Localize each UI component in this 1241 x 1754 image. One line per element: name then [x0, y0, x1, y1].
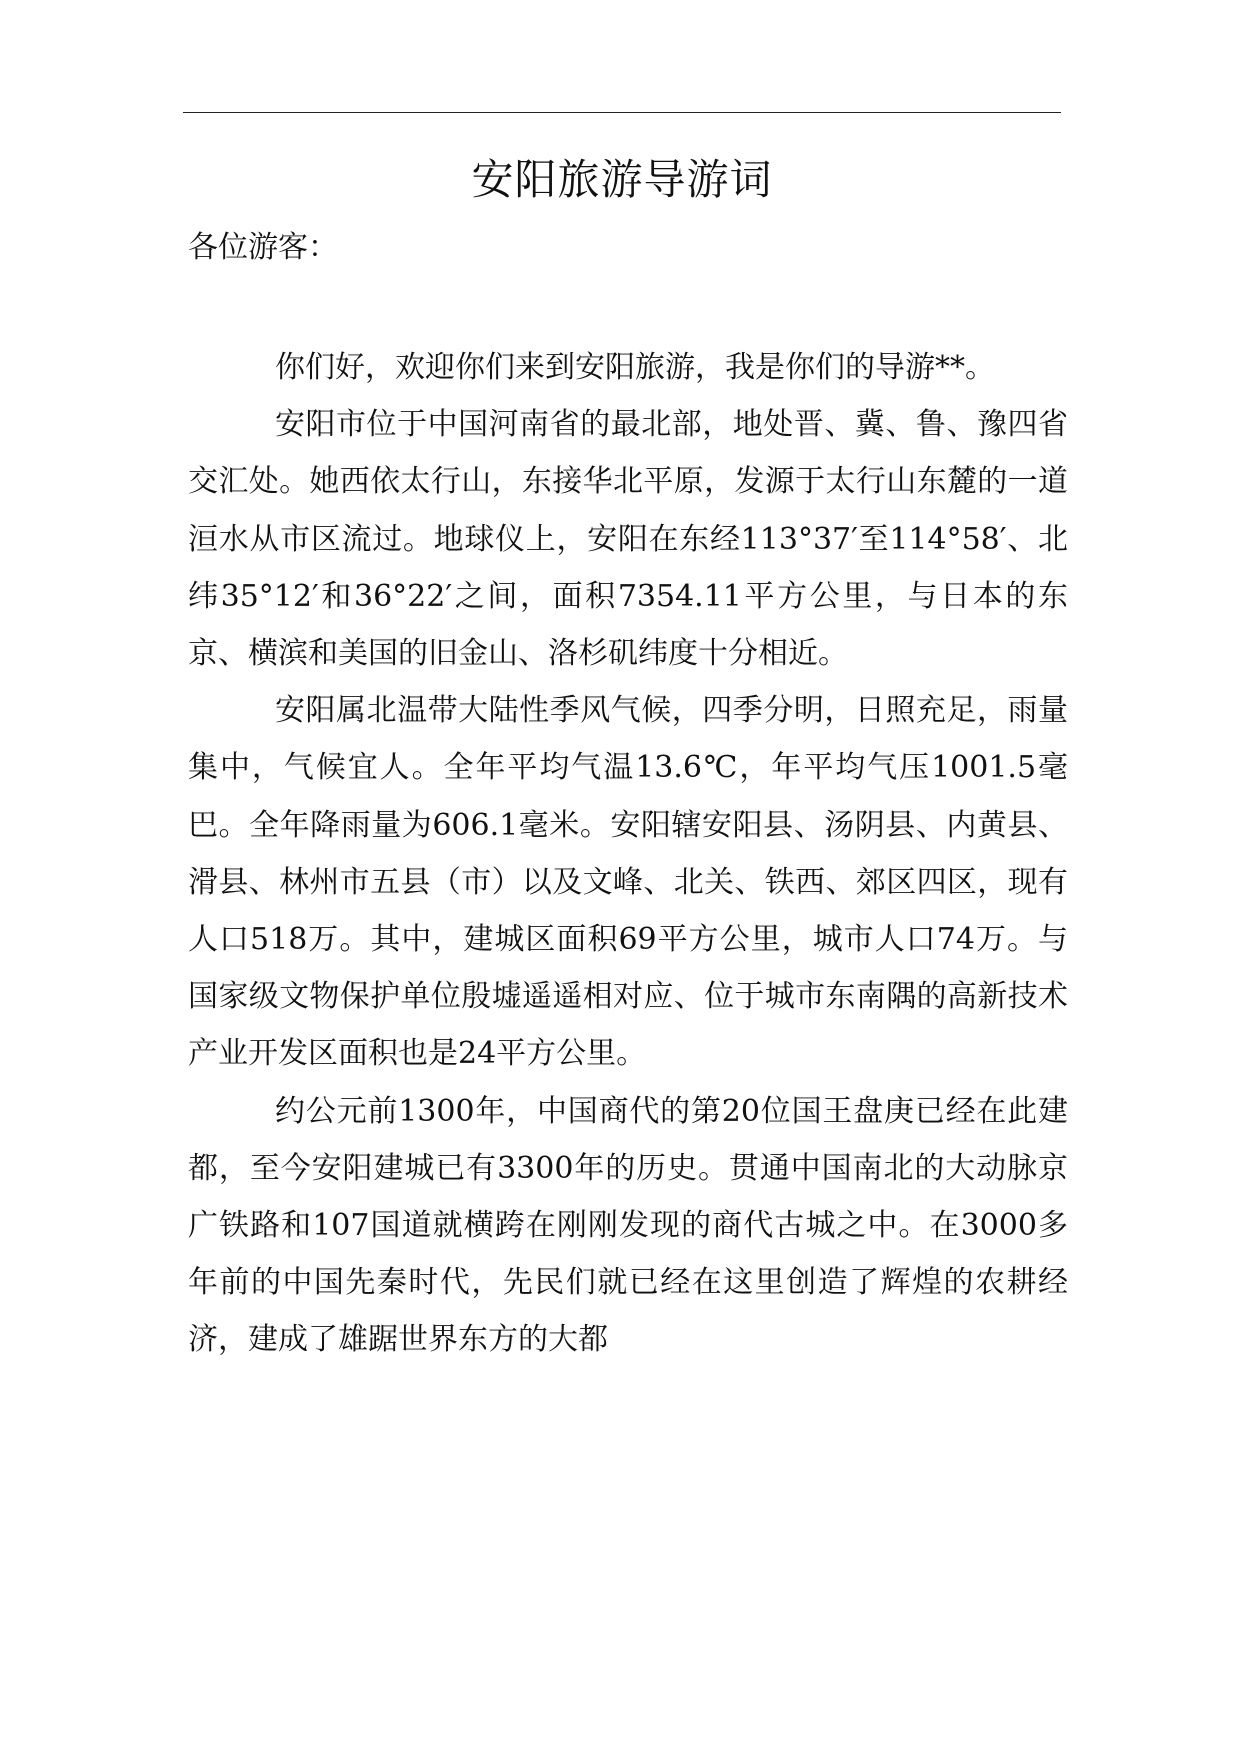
paragraph-climate: 安阳属北温带大陆性季风气候，四季分明，日照充足，雨量集中，气候宜人。全年平均气温13.6℃，年平均气压1001.5毫巴。全年降雨量为606.1毫米。安阳辖安阳县、汤阴县、内黄县、滑县、林州市五县（市）以及文峰、北关、铁西、郊区四区，现有人口518万。其中，建城区面积69平方公里，城市人口74万。与国家级文物保护单位殷墟遥遥相对应、位于城市东南隅的高新技术产业开发区面积也是24平方公里。: [188, 693, 1068, 1072]
paragraph-history: 约公元前1300年，中国商代的第20位国王盘庚已经在此建都，至今安阳建城已有3300年的历史。贯通中国南北的大动脉京广铁路和107国道就横跨在刚刚发现的商代古城之中。在3000多年前的中国先秦时代，先民们就已经在这里创造了辉煌的农耕经济，建成了雄踞世界东方的大都: [188, 1093, 1068, 1358]
paragraph-location: 安阳市位于中国河南省的最北部，地处晋、冀、鲁、豫四省交汇处。她西依太行山，东接华北平原，发源于太行山东麓的一道洹水从市区流过。地球仪上，安阳在东经113°37′至114°58′、北纬35°12′和36°22′之间，面积7354.11平方公里，与日本的东京、横滨和美国的旧金山、洛杉矶纬度十分相近。: [188, 407, 1068, 672]
document-body: [188, 339, 1068, 1369]
salutation: 各位游客：: [188, 230, 338, 265]
document-title: 安阳旅游导游词: [471, 155, 773, 204]
paragraph-greeting: 你们好，欢迎你们来到安阳旅游，我是你们的导游**。: [275, 350, 995, 385]
header-rule: [183, 112, 1061, 113]
